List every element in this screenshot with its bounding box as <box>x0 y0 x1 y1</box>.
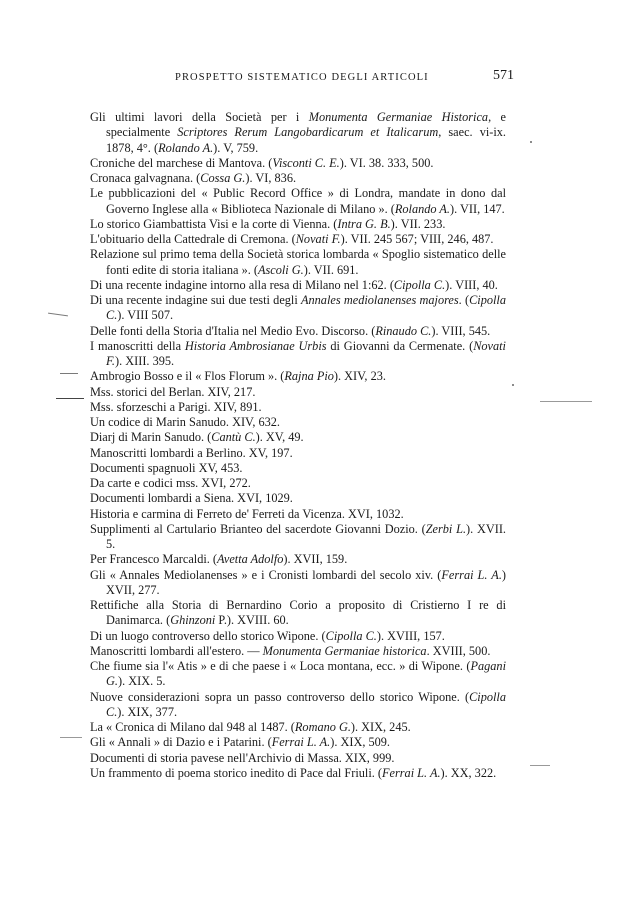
entry-author: Ascoli G. <box>257 262 304 277</box>
index-entry <box>90 278 506 293</box>
page-number: 571 <box>493 68 514 83</box>
entry-text: Per Francesco Marcaldi. ( <box>90 552 218 567</box>
entry-reference: ). XIV, 23. <box>333 369 386 384</box>
entry-text: La « Cronica di Milano dal 948 al 1487. ( <box>90 720 295 734</box>
entry-reference: ). VIII, 40. <box>445 277 498 292</box>
margin-mark <box>56 398 84 399</box>
entry-text: Di una recente indagine sui due testi degli <box>90 293 301 307</box>
entry-text: Che fiume sia l'« Atis » e di che paese i « Loca montana, ecc. » di Wipone. ( <box>90 659 471 673</box>
index-entry <box>90 720 506 735</box>
margin-mark <box>540 401 592 402</box>
entry-text: Gli « Annali » di Dazio e i Patarini. ( <box>90 735 272 750</box>
index-entry <box>90 766 506 781</box>
entry-text: Mss. sforzeschi a Parigi. XIV, 891. <box>90 399 262 414</box>
entry-reference: ). XVII, 159. <box>283 552 348 567</box>
entry-text: Documenti di storia pavese nell'Archivio di Massa. XIX, 999. <box>90 750 395 765</box>
entry-text: Relazione sul primo tema della Società storica lombarda « Spoglio sistematico delle fonti edite di storia italiana ». ( <box>90 247 506 277</box>
entry-author: Ferrai L. A. <box>271 735 331 750</box>
index-entry <box>90 461 506 476</box>
entry-author: Novati F. <box>106 338 506 368</box>
entry-text: Manoscritti lombardi a Berlino. XV, 197. <box>90 445 293 460</box>
entry-reference: ). XIX. 5. <box>117 674 166 689</box>
entry-reference: ). VII. 233. <box>390 216 446 231</box>
index-entry <box>90 491 506 506</box>
margin-mark <box>60 373 78 374</box>
margin-dot <box>530 141 532 143</box>
article-index-list <box>90 110 506 781</box>
entry-author: Intra G. B. <box>337 216 391 231</box>
entry-text: Ambrogio Bosso e il « Flos Florum ». ( <box>90 369 285 384</box>
entry-author: Visconti C. E. <box>272 155 340 170</box>
entry-reference: ). XV, 49. <box>255 430 304 445</box>
entry-reference: ). V, 759. <box>213 140 259 155</box>
entry-author: Ferrai L. A. <box>382 765 441 780</box>
running-title: PROSPETTO SISTEMATICO DEGLI ARTICOLI <box>175 72 429 83</box>
entry-reference: ). VII. 245 567; VIII, 246, 487. <box>340 232 494 246</box>
entry-text: Rettifiche alla Storia di Bernardino Corio a proposito di Cristierno I re di Danimarca. ( <box>90 598 506 628</box>
entry-author: Cipolla C. <box>393 277 446 292</box>
entry-author: Novati F. <box>295 232 341 246</box>
entry-text: Croniche del marchese di Mantova. ( <box>90 155 273 170</box>
entry-work-title: Annales mediolanenses majores <box>301 293 459 307</box>
index-entry <box>90 430 506 445</box>
entry-text: Gli « Annales Mediolanenses » e i Cronisti lombardi del secolo xiv. ( <box>90 567 442 582</box>
entry-text: Un frammento di poema storico inedito di Pace dal Friuli. ( <box>90 765 382 780</box>
entry-work-title: Monumenta Germaniae historica <box>262 643 427 658</box>
entry-author: Rolando A. <box>394 201 450 216</box>
margin-mark <box>530 765 550 766</box>
entry-text: Historia e carmina di Ferreto de' Ferreti da Vicenza. XVI, 1032. <box>90 506 404 521</box>
entry-work-title: Scriptores Rerum Langobardicarum et Italicarum <box>177 125 439 140</box>
entry-text: Di una recente indagine intorno alla resa di Milano nel 1:62. ( <box>90 277 394 292</box>
index-entry <box>90 293 506 324</box>
index-entry <box>90 476 506 491</box>
running-header <box>120 64 520 86</box>
margin-mark <box>48 313 68 317</box>
entry-text: Supplimenti al Cartulario Brianteo del sacerdote Giovanni Dozio. ( <box>90 521 426 536</box>
entry-reference: ). VIII, 545. <box>431 323 491 338</box>
index-entry <box>90 751 506 766</box>
index-entry <box>90 415 506 430</box>
entry-reference: ). XIII. 395. <box>115 354 175 368</box>
index-entry <box>90 400 506 415</box>
entry-author: Cossa G. <box>200 171 246 185</box>
entry-reference: ). VIII 507. <box>117 308 174 323</box>
entry-text: Nuove considerazioni sopra un passo controverso dello storico Wipone. ( <box>90 689 470 704</box>
index-entry <box>90 522 506 553</box>
entry-work-title: Historia Ambrosianae Urbis <box>184 338 327 353</box>
entry-author: Cipolla C. <box>106 689 506 719</box>
entry-reference: ). XX, 322. <box>440 765 497 780</box>
index-entry <box>90 217 506 232</box>
entry-text: . XVIII, 500. <box>426 643 491 658</box>
index-entry <box>90 171 506 186</box>
entry-author: Cantù C. <box>211 430 256 445</box>
margin-mark <box>60 737 82 738</box>
entry-text: I manoscritti della <box>90 338 185 353</box>
entry-author: Cipolla C. <box>325 628 377 643</box>
entry-text: di Giovanni da Cermenate. ( <box>326 338 474 353</box>
index-entry <box>90 339 506 370</box>
entry-reference: P.). XVIII. 60. <box>215 613 289 628</box>
entry-text: Un codice di Marin Sanudo. XIV, 632. <box>90 415 281 429</box>
index-entry <box>90 659 506 690</box>
entry-author: Avetta Adolfo <box>217 552 284 567</box>
entry-reference: ). VI. 38. 333, 500. <box>339 155 434 170</box>
entry-author: Zerbi L. <box>425 521 467 536</box>
entry-reference: ). VII. 691. <box>303 262 359 277</box>
index-entry <box>90 446 506 461</box>
entry-text: Lo storico Giambattista Visi e la corte di Vienna. ( <box>90 216 338 231</box>
index-entry <box>90 232 506 247</box>
entry-author: Rolando A. <box>158 140 214 155</box>
entry-author: Rajna Pio <box>284 369 334 384</box>
entry-text: Gli ultimi lavori della Società per i <box>90 110 309 124</box>
entry-reference: ). XVII. 5. <box>106 521 506 551</box>
index-entry <box>90 735 506 750</box>
entry-reference: ). XIX, 509. <box>330 735 390 750</box>
entry-reference: ). VI, 836. <box>245 171 297 185</box>
entry-reference: ). XIX, 377. <box>117 704 178 719</box>
entry-text: Da carte e codici mss. XVI, 272. <box>90 476 251 490</box>
index-entry <box>90 247 506 278</box>
index-entry <box>90 385 506 400</box>
margin-dot <box>512 384 514 386</box>
entry-text: , e specialmente <box>106 110 506 140</box>
entry-work-title: Monumenta Germaniae Historica <box>308 110 489 124</box>
entry-reference: ). VII, 147. <box>450 201 505 216</box>
entry-reference: ). XVIII, 157. <box>376 628 445 643</box>
entry-text: Di un luogo controverso dello storico Wipone. ( <box>90 628 326 643</box>
entry-author: Pagani G. <box>106 659 506 689</box>
index-entry <box>90 324 506 339</box>
index-entry <box>90 552 506 567</box>
entry-author: Ghinzoni <box>170 613 216 628</box>
index-entry <box>90 598 506 629</box>
index-entry <box>90 156 506 171</box>
entry-text: Mss. storici del Berlan. XIV, 217. <box>90 384 256 399</box>
entry-text: Cronaca galvagnana. ( <box>90 171 201 185</box>
entry-text: , saec. vi-ix. 1878, 4°. ( <box>106 125 506 155</box>
entry-text: Diarj di Marin Sanudo. ( <box>90 430 212 445</box>
index-entry <box>90 369 506 384</box>
index-entry <box>90 629 506 644</box>
entry-reference: ) XVII, 277. <box>106 567 506 597</box>
entry-author: Rinaudo C. <box>375 323 432 338</box>
index-entry <box>90 568 506 599</box>
entry-text: L'obituario della Cattedrale di Cremona. ( <box>90 232 296 246</box>
entry-text: Delle fonti della Storia d'Italia nel Medio Evo. Discorso. ( <box>90 323 376 338</box>
index-entry <box>90 690 506 721</box>
index-entry <box>90 186 506 217</box>
entry-author: Romano G. <box>294 720 351 734</box>
index-entry <box>90 507 506 522</box>
index-entry <box>90 644 506 659</box>
entry-reference: ). XIX, 245. <box>350 720 411 734</box>
index-entry <box>90 110 506 156</box>
entry-text: Manoscritti lombardi all'estero. — <box>90 643 263 658</box>
entry-text: Documenti lombardi a Siena. XVI, 1029. <box>90 491 293 506</box>
entry-text: Le pubblicazioni del « Public Record Office » di Londra, mandate in dono dal Governo Inglese alla « Biblioteca Nazionale di Milano ». ( <box>90 186 506 216</box>
entry-author: Cipolla C. <box>106 293 506 323</box>
entry-text: Documenti spagnuoli XV, 453. <box>90 460 243 475</box>
entry-text: . ( <box>458 293 470 307</box>
entry-author: Ferrai L. A. <box>441 567 502 582</box>
